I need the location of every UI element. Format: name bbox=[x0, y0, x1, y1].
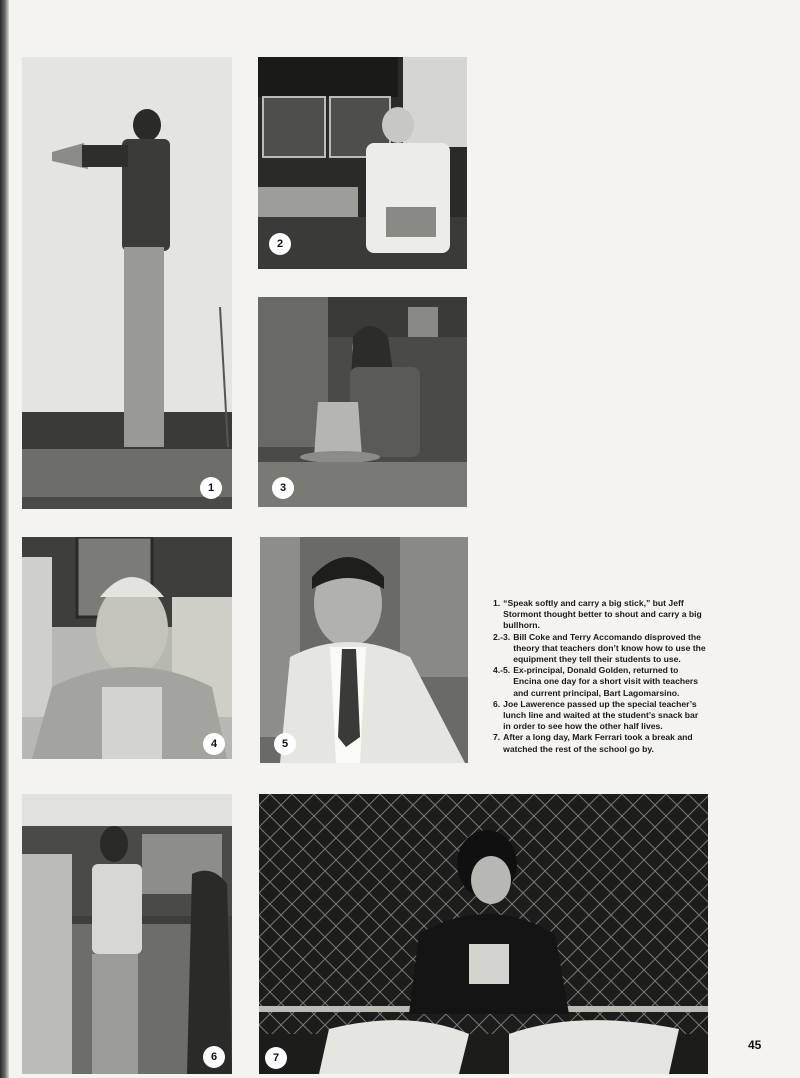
photo-number-badge: 2 bbox=[269, 233, 291, 255]
caption-item: 7. After a long day, Mark Ferrari took a break and watched the rest of the school go by. bbox=[493, 732, 693, 754]
photo-number-badge: 4 bbox=[203, 733, 225, 755]
photo-number-badge: 1 bbox=[200, 477, 222, 499]
caption-item: 1. “Speak softly and carry a big stick,” but Jeff Stormont thought better to shout and carry a big bullhorn. bbox=[493, 598, 702, 631]
page-binding-edge bbox=[0, 0, 9, 1078]
caption-item: 2.-3. Bill Coke and Terry Accomando disproved the theory that teachers don’t know how to use the equipment they tell their students to use. bbox=[493, 631, 706, 665]
photo-7 bbox=[259, 794, 708, 1074]
photo-number-badge: 7 bbox=[265, 1047, 287, 1069]
photo-number-badge: 5 bbox=[274, 733, 296, 755]
photo-6 bbox=[22, 794, 232, 1074]
caption-list bbox=[493, 598, 708, 755]
photo-5 bbox=[260, 537, 468, 763]
photo-number-badge: 6 bbox=[203, 1046, 225, 1068]
photo-4 bbox=[22, 537, 232, 759]
caption-item: 6. Joe Lawerence passed up the special teacher’s lunch line and waited at the student’s snack bar in order to see how the other half lives. bbox=[493, 698, 699, 732]
teacher-with-lab-equipment-icon bbox=[258, 57, 467, 269]
lunch-line-icon bbox=[22, 794, 232, 1074]
man-in-jacket-icon bbox=[22, 537, 232, 759]
page-number: 45 bbox=[748, 1038, 762, 1052]
woman-at-pottery-wheel-icon bbox=[258, 297, 467, 507]
student-sitting-by-fence-icon bbox=[259, 794, 708, 1074]
photo-1 bbox=[22, 57, 232, 509]
man-in-suit-and-tie-icon bbox=[260, 537, 468, 763]
photo-2 bbox=[258, 57, 467, 269]
caption-item: 4.-5. Ex-principal, Donald Golden, returned to Encina one day for a short visit with teachers and current principal, Bart Lagomarsino. bbox=[493, 665, 699, 698]
photo-number-badge: 3 bbox=[272, 477, 294, 499]
man-with-bullhorn-icon bbox=[22, 57, 232, 509]
photo-3 bbox=[258, 297, 467, 507]
